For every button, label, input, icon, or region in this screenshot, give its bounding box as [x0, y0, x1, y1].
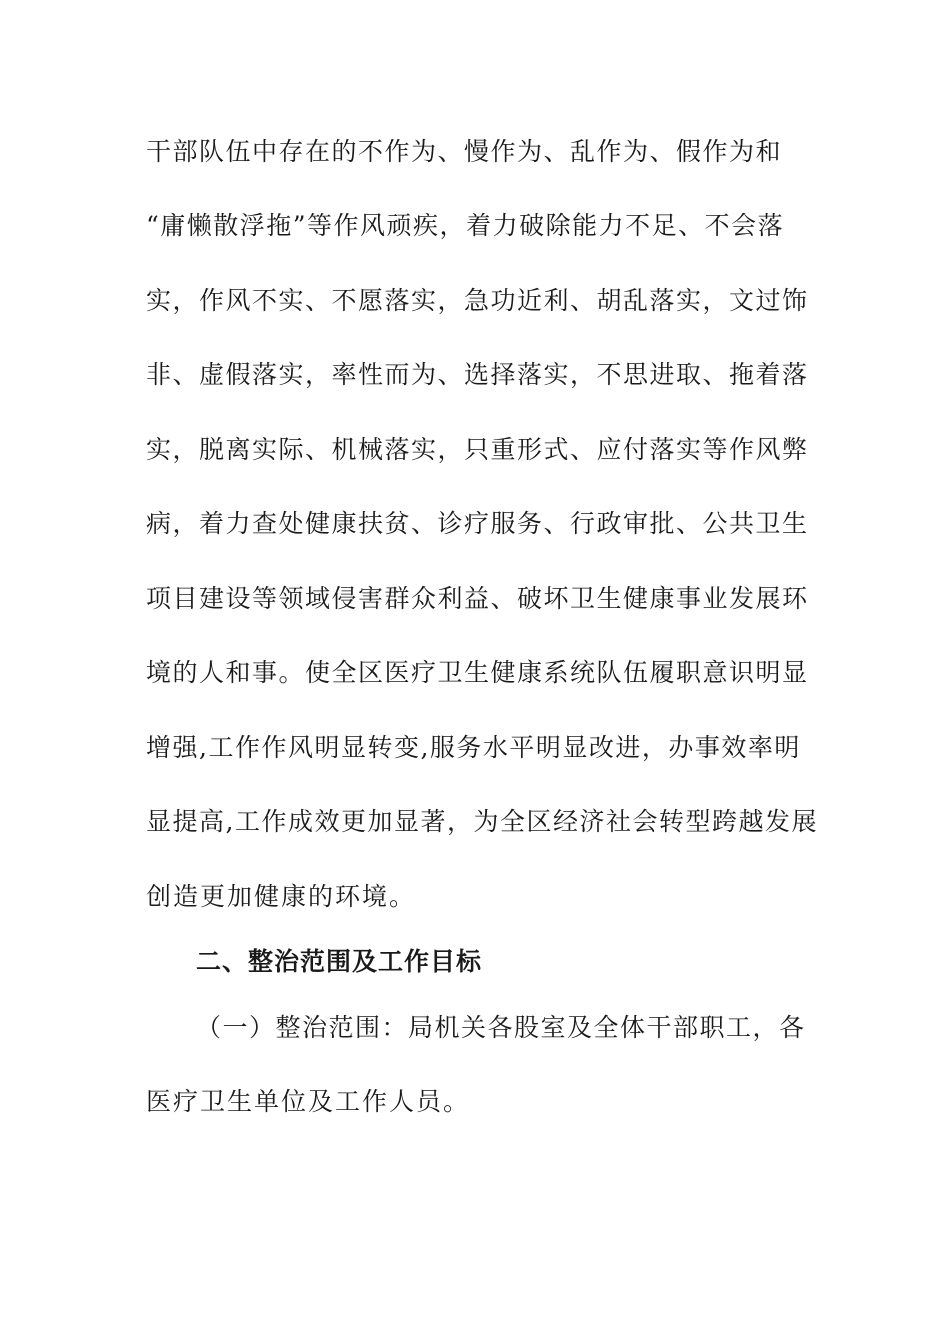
paragraph-line: 增强,工作作风明显转变,服务水平明显改进，办事效率明	[146, 733, 801, 762]
paragraph-line: 境的人和事。使全区医疗卫生健康系统队伍履职意识明显	[146, 658, 809, 687]
paragraph-line: 非、虚假落实，率性而为、选择落实，不思进取、拖着落	[146, 360, 809, 389]
paragraph-line: 创造更加健康的环境。	[146, 882, 417, 911]
paragraph-line: 病，着力查处健康扶贫、诊疗服务、行政审批、公共卫生	[146, 509, 809, 538]
paragraph-line: 显提高,工作成效更加显著，为全区经济社会转型跨越发展	[146, 807, 818, 836]
paragraph-line: “庸懒散浮拖”等作风顽疾，着力破除能力不足、不会落	[146, 211, 785, 240]
paragraph-line: 医疗卫生单位及工作人员。	[146, 1087, 471, 1116]
paragraph-line: 实，脱离实际、机械落实，只重形式、应付落实等作风弊	[146, 435, 809, 464]
section-heading: 二、整治范围及工作目标	[196, 947, 483, 976]
paragraph-line: 实，作风不实、不愿落实，急功近利、胡乱落实，文过饰	[146, 286, 809, 315]
paragraph-line: （一）整治范围：局机关各股室及全体干部职工，各	[196, 1013, 806, 1042]
paragraph-line: 项目建设等领域侵害群众利益、破坏卫生健康事业发展环	[146, 584, 809, 613]
paragraph-line: 干部队伍中存在的不作为、慢作为、乱作为、假作为和	[146, 137, 783, 166]
